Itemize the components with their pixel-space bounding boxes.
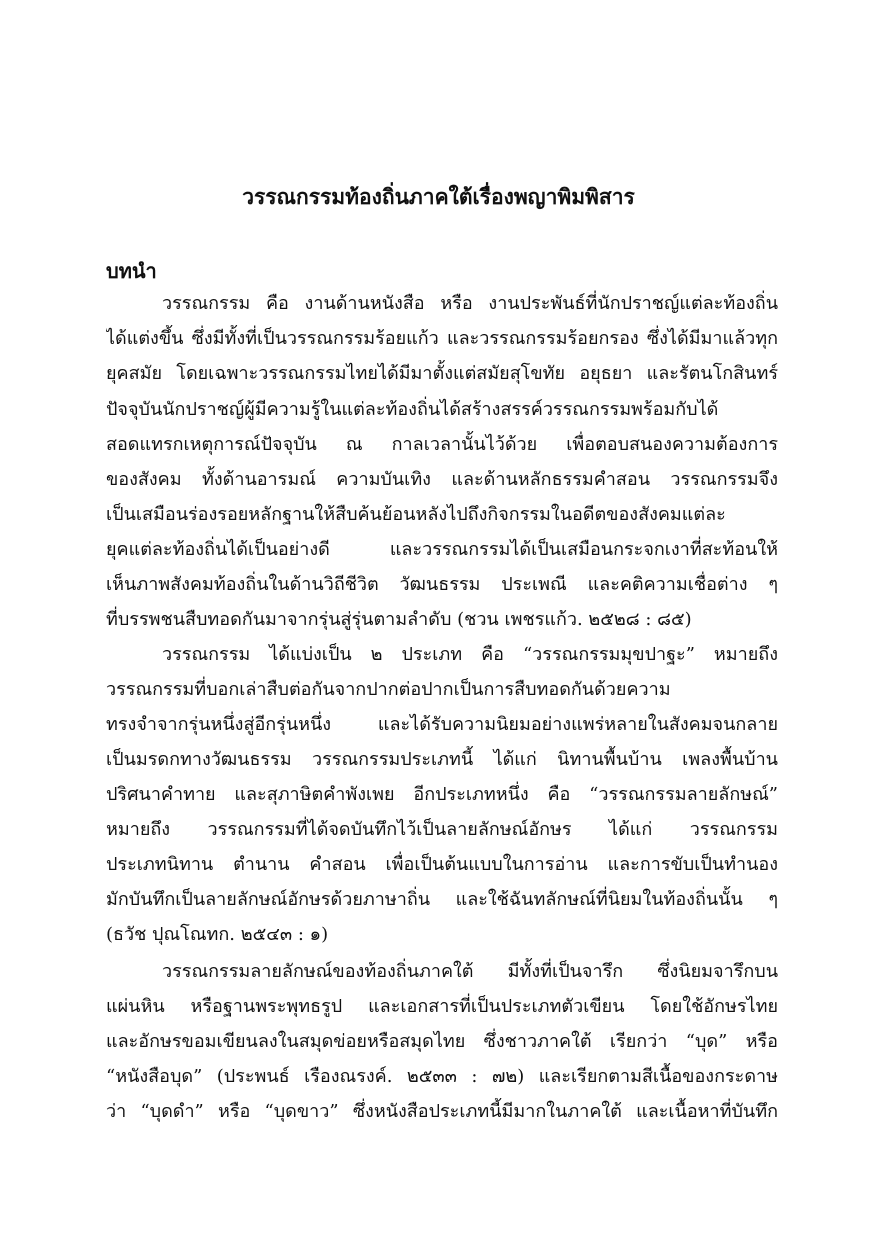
paragraph-line: หมายถึง วรรณกรรมที่ได้จดบันทึกไว้เป็นลายลักษณ์อักษร ได้แก่ วรรณกรรม bbox=[106, 819, 778, 840]
paragraph-line: เห็นภาพสังคมท้องถิ่นในด้านวิถีชีวิต วัฒนธรรม ประเพณี และคติความเชื่อต่าง ๆ bbox=[106, 574, 778, 595]
paragraph-line: วรรณกรรม ได้แบ่งเป็น ๒ ประเภท คือ “วรรณกรรมมุขปาฐะ” หมายถึง bbox=[162, 644, 778, 665]
paragraph-line: ปริศนาคำทาย และสุภาษิตคำพังเพย อีกประเภทหนึ่ง คือ “วรรณกรรมลายลักษณ์” bbox=[106, 784, 778, 805]
paragraph-line: มักบันทึกเป็นลายลักษณ์อักษรด้วยภาษาถิ่น และใช้ฉันทลักษณ์ที่นิยมในท้องถิ่นนั้น ๆ bbox=[106, 889, 778, 910]
paragraph-line: เป็นเสมือนร่องรอยหลักฐานให้สืบค้นย้อนหลังไปถึงกิจกรรมในอดีตของสังคมแต่ละ bbox=[106, 504, 726, 525]
paragraph-line: ประเภทนิทาน ตำนาน คำสอน เพื่อเป็นต้นแบบในการอ่าน และการขับเป็นทำนอง bbox=[106, 854, 778, 875]
paragraph-line: วรรณกรรมลายลักษณ์ของท้องถิ่นภาคใต้ มีทั้งที่เป็นจารึก ซึ่งนิยมจารึกบน bbox=[162, 961, 778, 982]
paragraph-line: ยุคสมัย โดยเฉพาะวรรณกรรมไทยได้มีมาตั้งแต่สมัยสุโขทัย อยุธยา และรัตนโกสินทร์ bbox=[106, 363, 778, 384]
paragraph-line: ปัจจุบันนักปราชญ์ผู้มีความรู้ในแต่ละท้องถิ่นได้สร้างสรรค์วรรณกรรมพร้อมกับได้ bbox=[106, 399, 719, 420]
paragraph-line: วรรณกรรมที่บอกเล่าสืบต่อกันจากปากต่อปากเป็นการสืบทอดกันด้วยความ bbox=[106, 679, 671, 700]
section-heading: บทนำ bbox=[106, 259, 157, 283]
paragraph-line: ทรงจำจากรุ่นหนึ่งสู่อีกรุ่นหนึ่ง และได้รับความนิยมอย่างแพร่หลายในสังคมจนกลาย bbox=[106, 714, 778, 735]
paragraph-line: เป็นมรดกทางวัฒนธรรม วรรณกรรมประเภทนี้ ได้แก่ นิทานพื้นบ้าน เพลงพื้นบ้าน bbox=[106, 749, 778, 770]
paragraph-line: (ธวัช ปุณโณทก. ๒๕๔๓ : ๑) bbox=[106, 924, 329, 945]
paragraph-line: ของสังคม ทั้งด้านอารมณ์ ความบันเทิง และด้านหลักธรรมคำสอน วรรณกรรมจึง bbox=[106, 469, 778, 490]
paragraph-line: ว่า “บุดดำ” หรือ “บุดขาว” ซึ่งหนังสือประเภทนี้มีมากในภาคใต้ และเนื้อหาที่บันทึก bbox=[106, 1101, 778, 1122]
paragraph-line: สอดแทรกเหตุการณ์ปัจจุบัน ณ กาลเวลานั้นไว้ด้วย เพื่อตอบสนองความต้องการ bbox=[106, 434, 778, 455]
paragraph-line: ยุคแต่ละท้องถิ่นได้เป็นอย่างดี และวรรณกรรมได้เป็นเสมือนกระจกเงาที่สะท้อนให้ bbox=[106, 539, 778, 560]
paragraph-line: ที่บรรพชนสืบทอดกันมาจากรุ่นสู่รุ่นตามลำดับ (ชวน เพชรแก้ว. ๒๕๒๘ : ๘๕) bbox=[106, 609, 692, 630]
paragraph-line: แผ่นหิน หรือฐานพระพุทธรูป และเอกสารที่เป็นประเภทตัวเขียน โดยใช้อักษรไทย bbox=[106, 996, 778, 1017]
paragraph-line: วรรณกรรม คือ งานด้านหนังสือ หรือ งานประพันธ์ที่นักปราชญ์แต่ละท้องถิ่น bbox=[162, 293, 778, 314]
paragraph-line: ได้แต่งขึ้น ซึ่งมีทั้งที่เป็นวรรณกรรมร้อยแก้ว และวรรณกรรมร้อยกรอง ซึ่งได้มีมาแล้วทุก bbox=[106, 328, 778, 349]
document-title: วรรณกรรมท้องถิ่นภาคใต้เรื่องพญาพิมพิสาร bbox=[242, 184, 635, 209]
paragraph-line: และอักษรขอมเขียนลงในสมุดข่อยหรือสมุดไทย ซึ่งชาวภาคใต้ เรียกว่า “บุด” หรือ bbox=[106, 1031, 778, 1052]
paragraph-line: “หนังสือบุด” (ประพนธ์ เรืองณรงค์. ๒๕๓๓ : ๗๒) และเรียกตามสีเนื้อของกระดาษ bbox=[106, 1066, 778, 1087]
